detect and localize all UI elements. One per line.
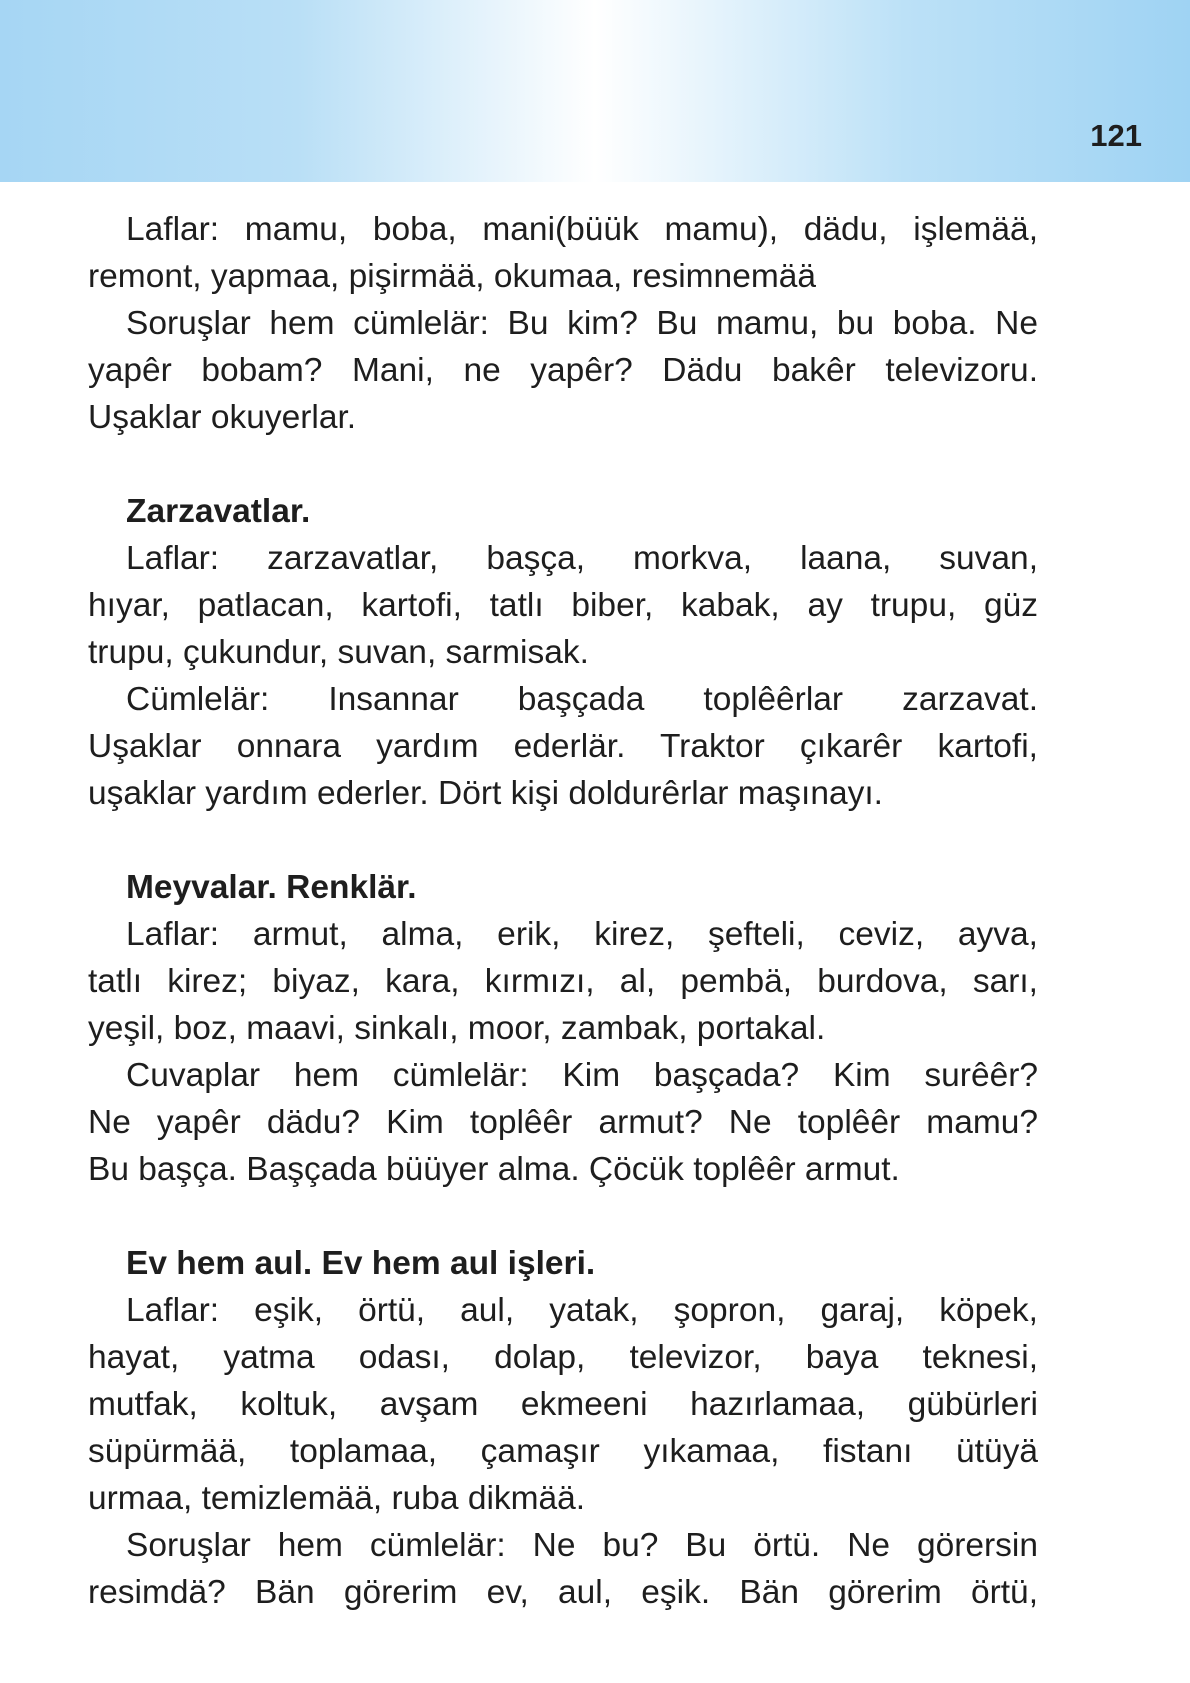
paragraph-line: Uşaklar onnara yardım ederlär. Traktor çıkarêr kartofi, bbox=[88, 728, 1038, 765]
paragraph-line: tatlı kirez; biyaz, kara, kırmızı, al, pembä, burdova, sarı, bbox=[88, 963, 1038, 1000]
paragraph-line: Cuvaplar hem cümlelär: Kim başçada? Kim surêêr? bbox=[126, 1057, 1038, 1094]
paragraph-line: süpürmää, toplamaa, çamaşır yıkamaa, fistanı ütüyä bbox=[88, 1433, 1038, 1470]
paragraph-line: Soruşlar hem cümlelär: Ne bu? Bu örtü. Ne görersin bbox=[126, 1527, 1038, 1564]
paragraph-line: hıyar, patlacan, kartofi, tatlı biber, kabak, ay trupu, güz bbox=[88, 587, 1038, 624]
paragraph-line: Laflar: zarzavatlar, başça, morkva, laana, suvan, bbox=[126, 540, 1038, 577]
section-heading: Meyvalar. Renklär. bbox=[126, 869, 417, 906]
section-spacer bbox=[88, 817, 1038, 864]
paragraph-line: Laflar: eşik, örtü, aul, yatak, şopron, garaj, köpek, bbox=[126, 1292, 1038, 1329]
paragraph-line: Laflar: mamu, boba, mani(büük mamu), dädu, işlemää, bbox=[126, 211, 1038, 248]
paragraph-line: Soruşlar hem cümlelär: Bu kim? Bu mamu, bu boba. Ne bbox=[126, 305, 1038, 342]
paragraph-line: Ne yapêr dädu? Kim toplêêr armut? Ne toplêêr mamu? bbox=[88, 1104, 1038, 1141]
page-body bbox=[88, 206, 1038, 1616]
section-heading: Zarzavatlar. bbox=[126, 493, 311, 530]
paragraph-line: Bu başça. Başçada büüyer alma. Çöcük toplêêr armut. bbox=[88, 1151, 900, 1188]
paragraph-line: remont, yapmaa, pişirmää, okumaa, resimnemää bbox=[88, 258, 816, 295]
page-number: 121 bbox=[1090, 118, 1142, 153]
paragraph-line: trupu, çukundur, suvan, sarmisak. bbox=[88, 634, 589, 671]
paragraph-line: yapêr bobam? Mani, ne yapêr? Dädu bakêr televizoru. bbox=[88, 352, 1038, 389]
section-heading: Ev hem aul. Ev hem aul işleri. bbox=[126, 1245, 596, 1282]
paragraph-line: yeşil, boz, maavi, sinkalı, moor, zambak, portakal. bbox=[88, 1010, 826, 1047]
section-spacer bbox=[88, 441, 1038, 488]
section-spacer bbox=[88, 1193, 1038, 1240]
paragraph-line: Cümlelär: Insannar başçada toplêêrlar zarzavat. bbox=[126, 681, 1038, 718]
paragraph-line: hayat, yatma odası, dolap, televizor, baya teknesi, bbox=[88, 1339, 1038, 1376]
page-header-band bbox=[0, 0, 1190, 182]
paragraph-line: uşaklar yardım ederler. Dört kişi doldurêrlar maşınayı. bbox=[88, 775, 883, 812]
paragraph-line: mutfak, koltuk, avşam ekmeeni hazırlamaa, gübürleri bbox=[88, 1386, 1038, 1423]
paragraph-line: Laflar: armut, alma, erik, kirez, şefteli, ceviz, ayva, bbox=[126, 916, 1038, 953]
paragraph-line: resimdä? Bän görerim ev, aul, eşik. Bän görerim örtü, bbox=[88, 1574, 1038, 1611]
paragraph-line: urmaa, temizlemää, ruba dikmää. bbox=[88, 1480, 586, 1517]
paragraph-line: Uşaklar okuyerlar. bbox=[88, 399, 357, 436]
